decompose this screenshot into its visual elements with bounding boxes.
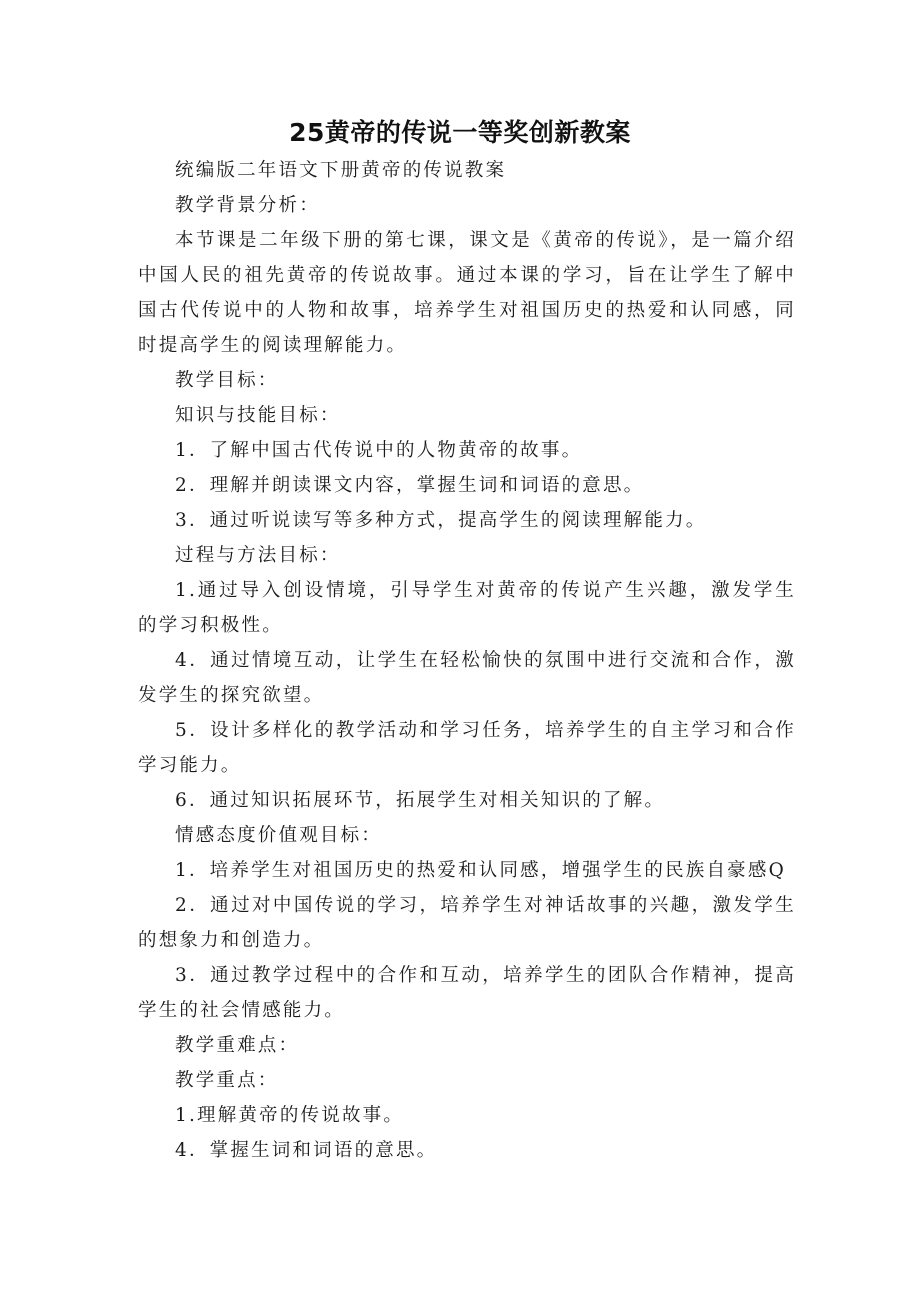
heading-emotion-values: 情感态度价值观目标： — [175, 825, 383, 846]
list-item: 2．通过对中国传说的学习，培养学生对神话故事的兴趣，激发学生的想象力和创造力。 — [138, 895, 796, 951]
document-title: 25黄帝的传说一等奖创新教案 — [289, 118, 631, 147]
list-item: 1.通过导入创设情境，引导学生对黄帝的传说产生兴趣，激发学生的学习积极性。 — [138, 580, 796, 636]
list-item: 6．通过知识拓展环节，拓展学生对相关知识的了解。 — [175, 790, 666, 811]
heading-key-difficult-points: 教学重难点： — [175, 1035, 300, 1056]
list-item: 1．了解中国古代传说中的人物黄帝的故事。 — [175, 440, 583, 461]
document-body — [138, 153, 796, 1168]
list-item: 5．设计多样化的教学活动和学习任务，培养学生的自主学习和合作学习能力。 — [138, 720, 796, 776]
list-item: 3．通过教学过程中的合作和互动，培养学生的团队合作精神，提高学生的社会情感能力。 — [138, 965, 796, 1021]
list-item: 4．掌握生词和词语的意思。 — [175, 1140, 438, 1161]
list-item: 4．通过情境互动，让学生在轻松愉快的氛围中进行交流和合作，激发学生的探究欲望。 — [138, 650, 796, 706]
list-item: 2．理解并朗读课文内容，掌握生词和词语的意思。 — [175, 475, 645, 496]
paragraph-background: 本节课是二年级下册的第七课，课文是《黄帝的传说》，是一篇介绍中国人民的祖先黄帝的传说故事。通过本课的学习，旨在让学生了解中国古代传说中的人物和故事，培养学生对祖国历史的热爱和认同感，同时提高学生的阅读理解能力。 — [138, 230, 796, 356]
heading-key-points: 教学重点： — [175, 1070, 279, 1091]
heading-objectives: 教学目标： — [175, 370, 279, 391]
list-item: 1．培养学生对祖国历史的热爱和认同感，增强学生的民族自豪感Q — [175, 860, 786, 881]
list-item: 1.理解黄帝的传说故事。 — [175, 1105, 405, 1126]
heading-background: 教学背景分析： — [175, 195, 320, 216]
heading-process-method: 过程与方法目标： — [175, 545, 341, 566]
heading-knowledge-skills: 知识与技能目标： — [175, 405, 341, 426]
paragraph-subtitle: 统编版二年语文下册黄帝的传说教案 — [175, 160, 507, 181]
list-item: 3．通过听说读写等多种方式，提高学生的阅读理解能力。 — [175, 510, 707, 531]
